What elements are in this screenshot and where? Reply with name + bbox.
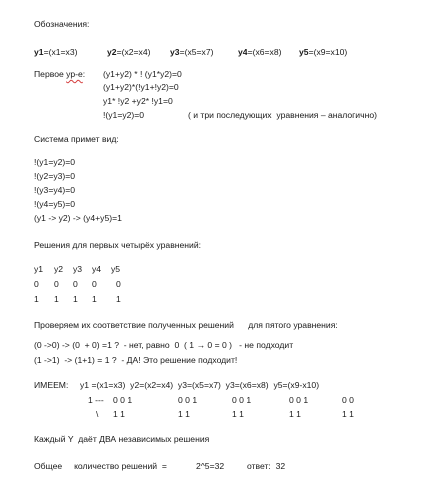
system-eq-5: (y1 -> y2) -> (y4+y5)=1 bbox=[34, 213, 122, 223]
notation-y1 bbox=[34, 47, 77, 58]
notation-y2 bbox=[107, 47, 150, 58]
have-row2-cell: 1 1 bbox=[232, 409, 244, 419]
heading-solutions: Решения для первых четырёх уравнений: bbox=[34, 240, 202, 250]
have-row2-label: \ bbox=[96, 409, 99, 419]
total-value: 2^5=32 bbox=[196, 461, 225, 471]
first-eq-note: ( и три последующих уравнения – аналогично) bbox=[188, 110, 377, 120]
first-eq-line-3: y1* !y2 +y2* !y1=0 bbox=[103, 96, 173, 106]
var-def: =(x9=x10) bbox=[308, 47, 348, 57]
have-row1-cell: 0 0 1 bbox=[289, 395, 309, 405]
check-line-2: (1 ->1) -> (1+1) = 1 ? - ДА! Это решение подходит! bbox=[34, 355, 238, 365]
have-row1-cell: 0 0 1 bbox=[178, 395, 198, 405]
var-name: y1 bbox=[34, 47, 44, 57]
solution-cell: 1 bbox=[34, 294, 39, 304]
notation-y3 bbox=[170, 47, 213, 58]
var-name: y2 bbox=[107, 47, 117, 57]
var-name: y4 bbox=[238, 47, 248, 57]
var-def: =(x1=x3) bbox=[43, 47, 78, 57]
solution-cell: 1 bbox=[116, 294, 121, 304]
solution-cell: 0 bbox=[34, 279, 39, 289]
heading-notation: Обозначения: bbox=[34, 19, 90, 29]
first-eq-line-1: (y1+y2) * ! (y1*y2)=0 bbox=[103, 69, 182, 79]
var-def: =(x6=x8) bbox=[247, 47, 282, 57]
total-label: Общее количество решений = bbox=[34, 461, 167, 471]
solutions-header-y5: y5 bbox=[111, 264, 121, 274]
notation-y4 bbox=[238, 47, 281, 58]
answer: ответ: 32 bbox=[247, 461, 286, 471]
have-row2-cell: 1 1 bbox=[342, 409, 354, 419]
system-eq-3: !(y3=y4)=0 bbox=[34, 185, 76, 195]
solution-cell: 1 bbox=[54, 294, 59, 304]
first-equation-label: Первое ур-е: bbox=[34, 69, 86, 79]
solutions-header-y4: y4 bbox=[92, 264, 102, 274]
heading-system: Система примет вид: bbox=[34, 134, 119, 144]
have-row2-cell: 1 1 bbox=[178, 409, 190, 419]
have-row1-cell: 0 0 1 bbox=[113, 395, 133, 405]
check-line-1: (0 ->0) -> (0 + 0) =1 ? - нет, равно 0 ( 1 → 0 = 0 ) - не подходит bbox=[34, 340, 294, 350]
notation-y5 bbox=[299, 47, 347, 58]
have-row2-cell: 1 1 bbox=[289, 409, 301, 419]
solution-cell: 0 bbox=[54, 279, 59, 289]
have-row1-label: 1 --- bbox=[88, 395, 104, 405]
solution-cell: 0 bbox=[116, 279, 121, 289]
var-def: =(x2=x4) bbox=[116, 47, 151, 57]
var-name: y3 bbox=[170, 47, 180, 57]
system-eq-4: !(y4=y5)=0 bbox=[34, 199, 76, 209]
solution-cell: 1 bbox=[73, 294, 78, 304]
solution-cell: 0 bbox=[73, 279, 78, 289]
system-eq-1: !(y1=y2)=0 bbox=[34, 157, 76, 167]
var-def: =(x5=x7) bbox=[179, 47, 214, 57]
first-eq-line-4: !(y1=y2)=0 bbox=[103, 110, 145, 120]
heading-check: Проверяем их соответствие полученных решений для пятого уравнения: bbox=[34, 320, 338, 330]
each-y-statement: Каждый Y даёт ДВА независимых решения bbox=[34, 434, 210, 444]
solution-cell: 1 bbox=[92, 294, 97, 304]
solutions-header-y3: y3 bbox=[73, 264, 83, 274]
system-eq-2: !(y2=y3)=0 bbox=[34, 171, 76, 181]
have-row1-cell: 0 0 1 bbox=[232, 395, 252, 405]
have-prefix: ИМЕЕМ: bbox=[34, 380, 69, 390]
solution-cell: 0 bbox=[92, 279, 97, 289]
have-row1-cell: 0 0 bbox=[342, 395, 354, 405]
var-name: y5 bbox=[299, 47, 309, 57]
first-eq-line-2: (y1+y2)*(!y1+!y2)=0 bbox=[103, 82, 179, 92]
solutions-header-y1: y1 bbox=[34, 264, 44, 274]
solutions-header-y2: y2 bbox=[54, 264, 64, 274]
have-definitions: y1 =(x1=x3) y2=(x2=x4) y3=(x5=x7) y3=(x6=x8) y5=(x9-x10) bbox=[80, 380, 320, 390]
spellcheck-underlined-word: ур-е bbox=[66, 69, 83, 79]
have-row2-cell: 1 1 bbox=[113, 409, 125, 419]
